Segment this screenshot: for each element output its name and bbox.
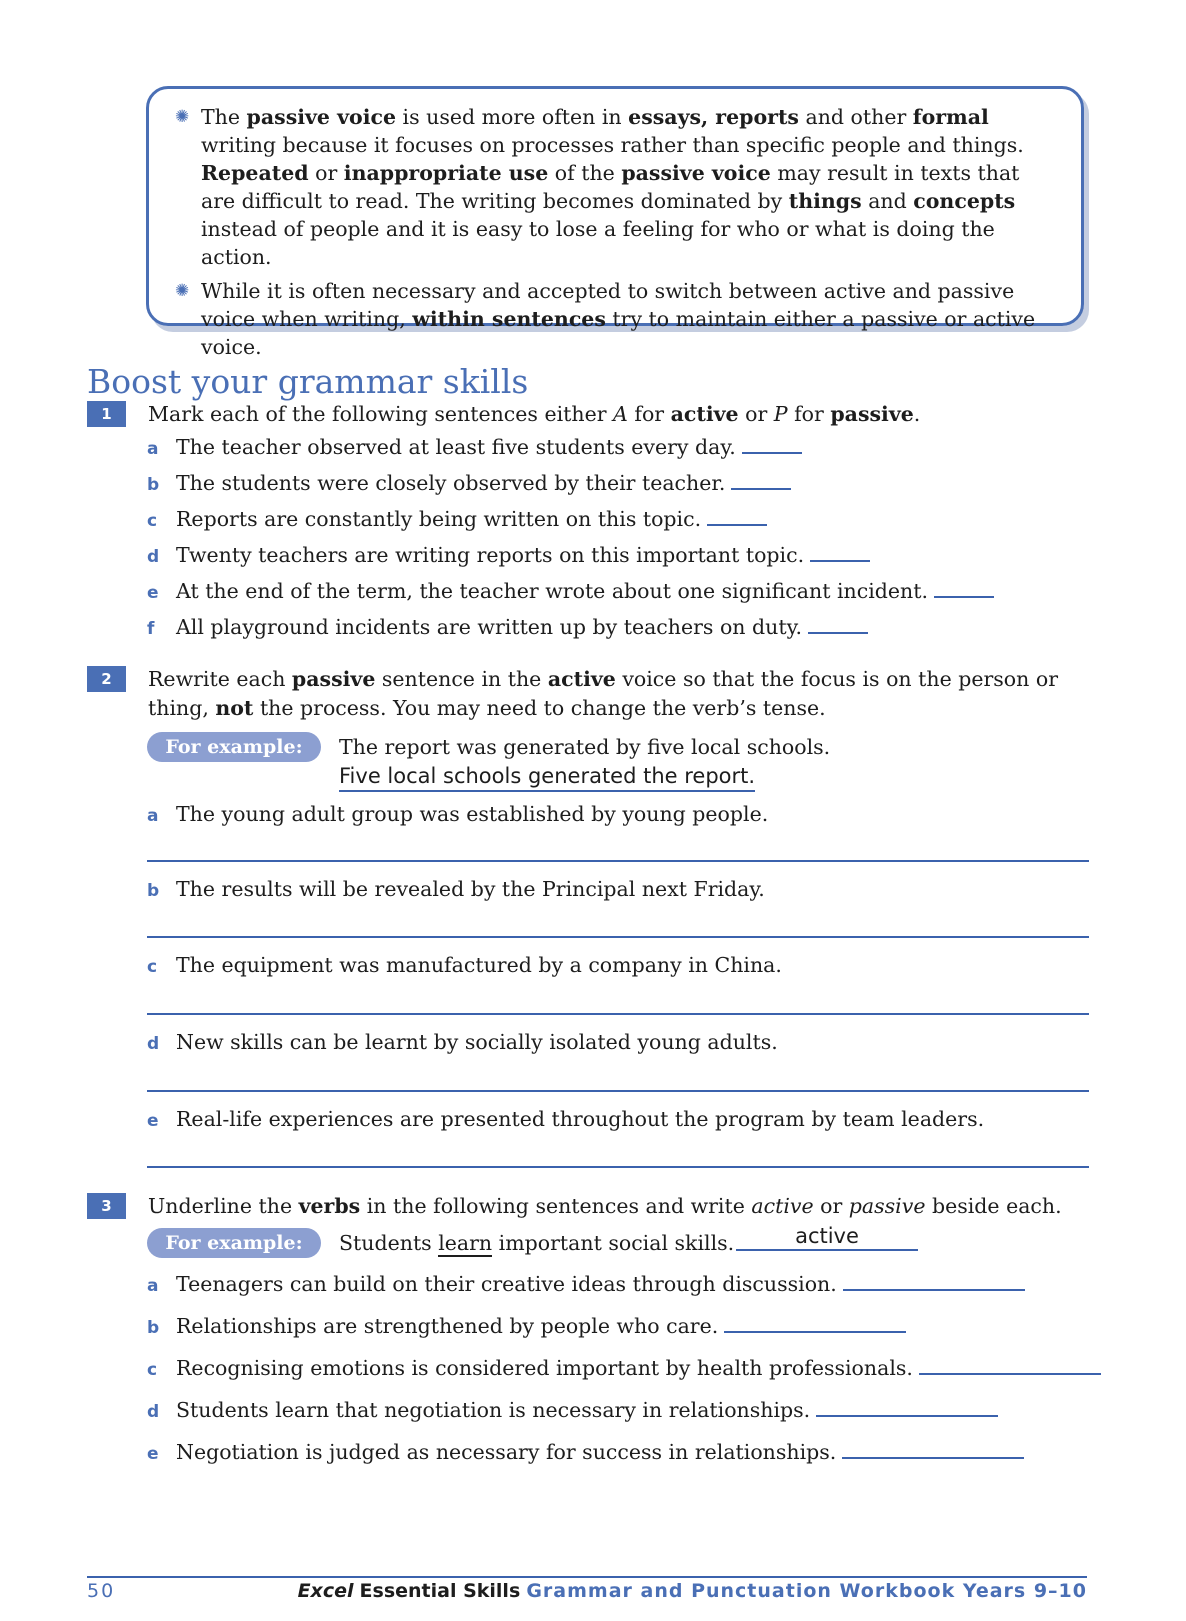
answer-blank[interactable] [843,1271,1025,1291]
page-number: 50 [87,1580,116,1602]
answer-line[interactable] [147,1166,1089,1168]
underlined-verb: learn [438,1231,493,1255]
list-item: e At the end of the term, the teacher wrote about one significant incident. [147,577,994,607]
example-sentence: The report was generated by five local schools. [339,735,831,759]
list-item: a Teenagers can build on their creative ideas through discussion. [147,1270,1025,1300]
answer-blank[interactable] [707,506,767,526]
tip-text: The passive voice is used more often in essays, reports and other formal writing because it focuses on processes rather than specific people and things. Repeated or inappropriate use of the passive voice may result in texts that are difficult to read. The writing becomes dominated by things and concepts instead of people and it is easy to lose a feeling for who or what is doing the action. [201,105,1024,269]
list-item: b Relationships are strengthened by people who care. [147,1312,906,1342]
question-instruction: Mark each of the following sentences either A for active or P for passive. [148,402,921,426]
answer-blank[interactable] [731,470,791,490]
asterisk-bullet-icon: ✺ [175,281,190,301]
question-instruction: Rewrite each passive sentence in the active voice so that the focus is on the person or thing, not the process. You may need to change the verb’s tense. [148,667,1058,720]
answer-blank[interactable] [934,578,994,598]
list-item: a The young adult group was established by young people. [147,802,769,826]
answer-blank[interactable] [742,434,802,454]
question-instruction: Underline the verbs in the following sentences and write active or passive beside each. [148,1194,1062,1218]
list-item: c Reports are constantly being written on this topic. [147,505,767,535]
list-item: d Students learn that negotiation is necessary in relationships. [147,1396,998,1426]
tip-item [175,277,1051,361]
list-item: f All playground incidents are written up by teachers on duty. [147,613,868,643]
list-item: c Recognising emotions is considered important by health professionals. [147,1354,1101,1384]
list-item: c The equipment was manufactured by a company in China. [147,953,782,977]
answer-line[interactable] [147,936,1089,938]
list-item: b The results will be revealed by the Principal next Friday. [147,877,765,901]
example-label: For example: [147,732,321,762]
answer-blank[interactable] [919,1355,1101,1375]
answer-blank[interactable] [810,542,870,562]
list-item: e Negotiation is judged as necessary for success in relationships. [147,1438,1024,1468]
list-item: d New skills can be learnt by socially isolated young adults. [147,1030,778,1054]
tip-text: While it is often necessary and accepted to switch between active and passive voice when writing, within sentences try to maintain either a passive or active voice. [201,279,1036,359]
answer-line[interactable] [147,1013,1089,1015]
question-number: 1 [87,401,126,427]
section-title: Boost your grammar skills [87,362,529,401]
book-title: Excel Essential Skills Grammar and Punctuation Workbook Years 9–10 [297,1580,1087,1602]
answer-line[interactable] [147,860,1089,862]
list-item: a The teacher observed at least five students every day. [147,433,802,463]
answer-blank[interactable] [724,1313,906,1333]
question-number: 3 [87,1193,126,1219]
list-item: b The students were closely observed by their teacher. [147,469,791,499]
example-sentence: Students learn important social skills. [339,1231,735,1255]
answer-line[interactable] [147,1090,1089,1092]
tip-box [146,86,1084,359]
answer-blank[interactable] [842,1439,1024,1459]
answer-blank[interactable] [808,614,868,634]
list-item: e Real-life experiences are presented throughout the program by team leaders. [147,1107,985,1131]
answer-blank[interactable] [816,1397,998,1417]
question-number: 2 [87,666,126,692]
example-answer: Five local schools generated the report. [339,762,755,790]
list-item: d Twenty teachers are writing reports on this important topic. [147,541,870,571]
example-answer: active [736,1223,918,1251]
asterisk-bullet-icon: ✺ [175,107,190,127]
example-label: For example: [147,1228,321,1258]
brand-logo: Excel [297,1580,354,1602]
tip-item [175,103,1051,271]
footer-divider [87,1576,1087,1578]
